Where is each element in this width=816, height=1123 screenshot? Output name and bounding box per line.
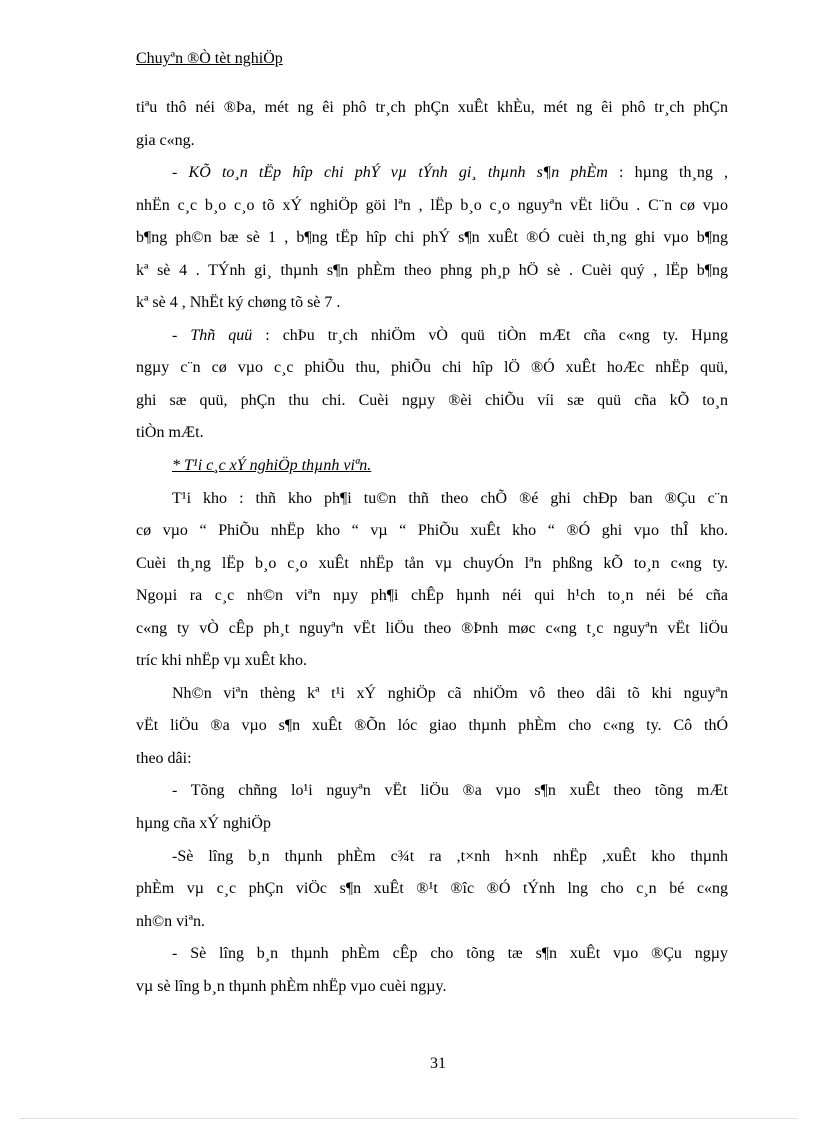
- text-line: [136, 873, 728, 906]
- text-run: phÈm vµ c¸c phÇn viÖc s¶n xuÊt ®¹t ®îc ®Ó tÝnh lng cho c¸n bé c«ng: [136, 880, 728, 898]
- text-line: [136, 92, 728, 125]
- text-run: c«ng ty vÒ cÊp ph¸t nguyªn vËt liÖu theo ®Þnh møc c«ng t¸c nguyªn vËt liÖu: [136, 619, 728, 637]
- text-line: [136, 971, 728, 1004]
- text-run: nhËn c¸c b¸o c¸o tõ xÝ nghiÖp göi lªn , lËp b¸o c¸o nguyªn vËt liÖu . C¨n cø vµo: [136, 196, 728, 214]
- text-run: T¹i kho : thñ kho ph¶i tu©n thñ theo chÕ ®é ghi chÐp ban ®Çu c¨n: [172, 489, 728, 507]
- section-label: KÕ to¸n tËp hîp chi phÝ vµ tÝnh gi¸ thµnh s¶n phÈm: [188, 164, 608, 182]
- text-line: [136, 515, 728, 548]
- text-line: [136, 352, 728, 385]
- text-run: vËt liÖu ®a vµo s¶n xuÊt ®Õn lóc giao thµnh phÈm cho c«ng ty. Cô thÓ: [136, 717, 728, 735]
- text-run: - Sè lîng b¸n thµnh phÈm cÊp cho tõng tæ s¶n xuÊt vµo ®Çu ngµy: [172, 945, 728, 963]
- text-run: -: [172, 326, 191, 344]
- text-line: [136, 385, 728, 418]
- text-run: Cuèi th¸ng lËp b¸o c¸o xuÊt nhËp tån vµ chuyÓn lªn phßng kÕ to¸n c«ng ty.: [136, 554, 728, 572]
- text-line: [136, 743, 728, 776]
- text-line: [136, 678, 728, 711]
- text-run: Ngoµi ra c¸c nh©n viªn nµy ph¶i chÊp hµnh néi qui h¹ch to¸n néi bé cña: [136, 587, 728, 605]
- text-run: Nh©n viªn thèng kª t¹i xÝ nghiÖp cã nhiÖm vô theo dâi tõ khi nguyªn: [172, 684, 728, 702]
- text-run: b¶ng ph©n bæ sè 1 , b¶ng tËp hîp chi phÝ s¶n xuÊt ®Ó cuèi th¸ng ghi vµo b¶ng: [136, 229, 728, 247]
- text-line: [136, 320, 728, 353]
- text-line: [136, 125, 728, 158]
- text-line: [136, 775, 728, 808]
- text-run: cø vµo “ PhiÕu nhËp kho “ vµ “ PhiÕu xuÊt kho “ ®Ó ghi vµo thÎ kho.: [136, 522, 728, 540]
- page-number: 31: [430, 1055, 446, 1072]
- text-line: [136, 938, 728, 971]
- text-run: : chÞu tr¸ch nhiÖm vÒ quü tiÒn mÆt cña c«ng ty. Hµng: [252, 326, 728, 344]
- text-line: [136, 255, 728, 288]
- text-line: [136, 613, 728, 646]
- text-line: [136, 710, 728, 743]
- text-run: : hµng th¸ng ,: [607, 164, 729, 182]
- section-label: Thñ quü: [190, 326, 253, 344]
- text-run: nh©n viªn.: [136, 912, 206, 930]
- text-line: [136, 450, 728, 483]
- section-heading: * T¹i c¸c xÝ nghiÖp thµnh viªn.: [172, 457, 372, 475]
- text-line: [136, 580, 728, 613]
- text-run: tiªu thô néi ®Þa, mét ng êi phô tr¸ch phÇn xuÊt khÈu, mét ng êi phô tr¸ch phÇn: [136, 99, 728, 116]
- text-line: [136, 190, 728, 223]
- text-run: hµng cña xÝ nghiÖp: [136, 815, 271, 833]
- page-header: Chuyªn ®Ò tèt nghiÖp: [136, 50, 283, 67]
- text-run: -: [172, 164, 189, 182]
- text-run: -Sè lîng b¸n thµnh phÈm c¾t ra ,t×nh h×nh nhËp ,xuÊt kho thµnh: [172, 847, 728, 865]
- text-run: kª sè 4 . TÝnh gi¸ thµnh s¶n phÈm theo phng ph¸p hÖ sè . Cuèi quý , lËp b¶ng: [136, 261, 728, 279]
- text-line: [136, 841, 728, 874]
- text-run: tiÒn mÆt.: [136, 424, 204, 442]
- body-text: [136, 92, 728, 1003]
- text-line: [136, 483, 728, 516]
- text-line: [136, 157, 728, 190]
- text-line: [136, 417, 728, 450]
- text-run: tríc khi nhËp vµ xuÊt kho.: [136, 652, 307, 670]
- text-run: vµ sè lîng b¸n thµnh phÈm nhËp vµo cuèi ngµy.: [136, 977, 447, 995]
- text-run: ngµy c¨n cø vµo c¸c phiÕu thu, phiÕu chi hîp lÖ ®Ó xuÊt hoÆc nhËp quü,: [136, 359, 728, 377]
- text-line: [136, 222, 728, 255]
- text-line: [136, 548, 728, 581]
- text-line: [136, 906, 728, 939]
- text-line: [136, 645, 728, 678]
- page-bottom-divider: [20, 1118, 796, 1119]
- text-run: kª sè 4 , NhËt ký chøng tõ sè 7 .: [136, 294, 341, 312]
- text-run: theo dâi:: [136, 749, 192, 767]
- text-run: gia c«ng.: [136, 131, 195, 149]
- text-run: ghi sæ quü, phÇn thu chi. Cuèi ngµy ®èi chiÕu víi sæ quü cña kÕ to¸n: [136, 391, 728, 409]
- text-line: [136, 287, 728, 320]
- text-line: [136, 808, 728, 841]
- text-run: - Tõng chñng lo¹i nguyªn vËt liÖu ®a vµo s¶n xuÊt theo tõng mÆt: [172, 782, 728, 800]
